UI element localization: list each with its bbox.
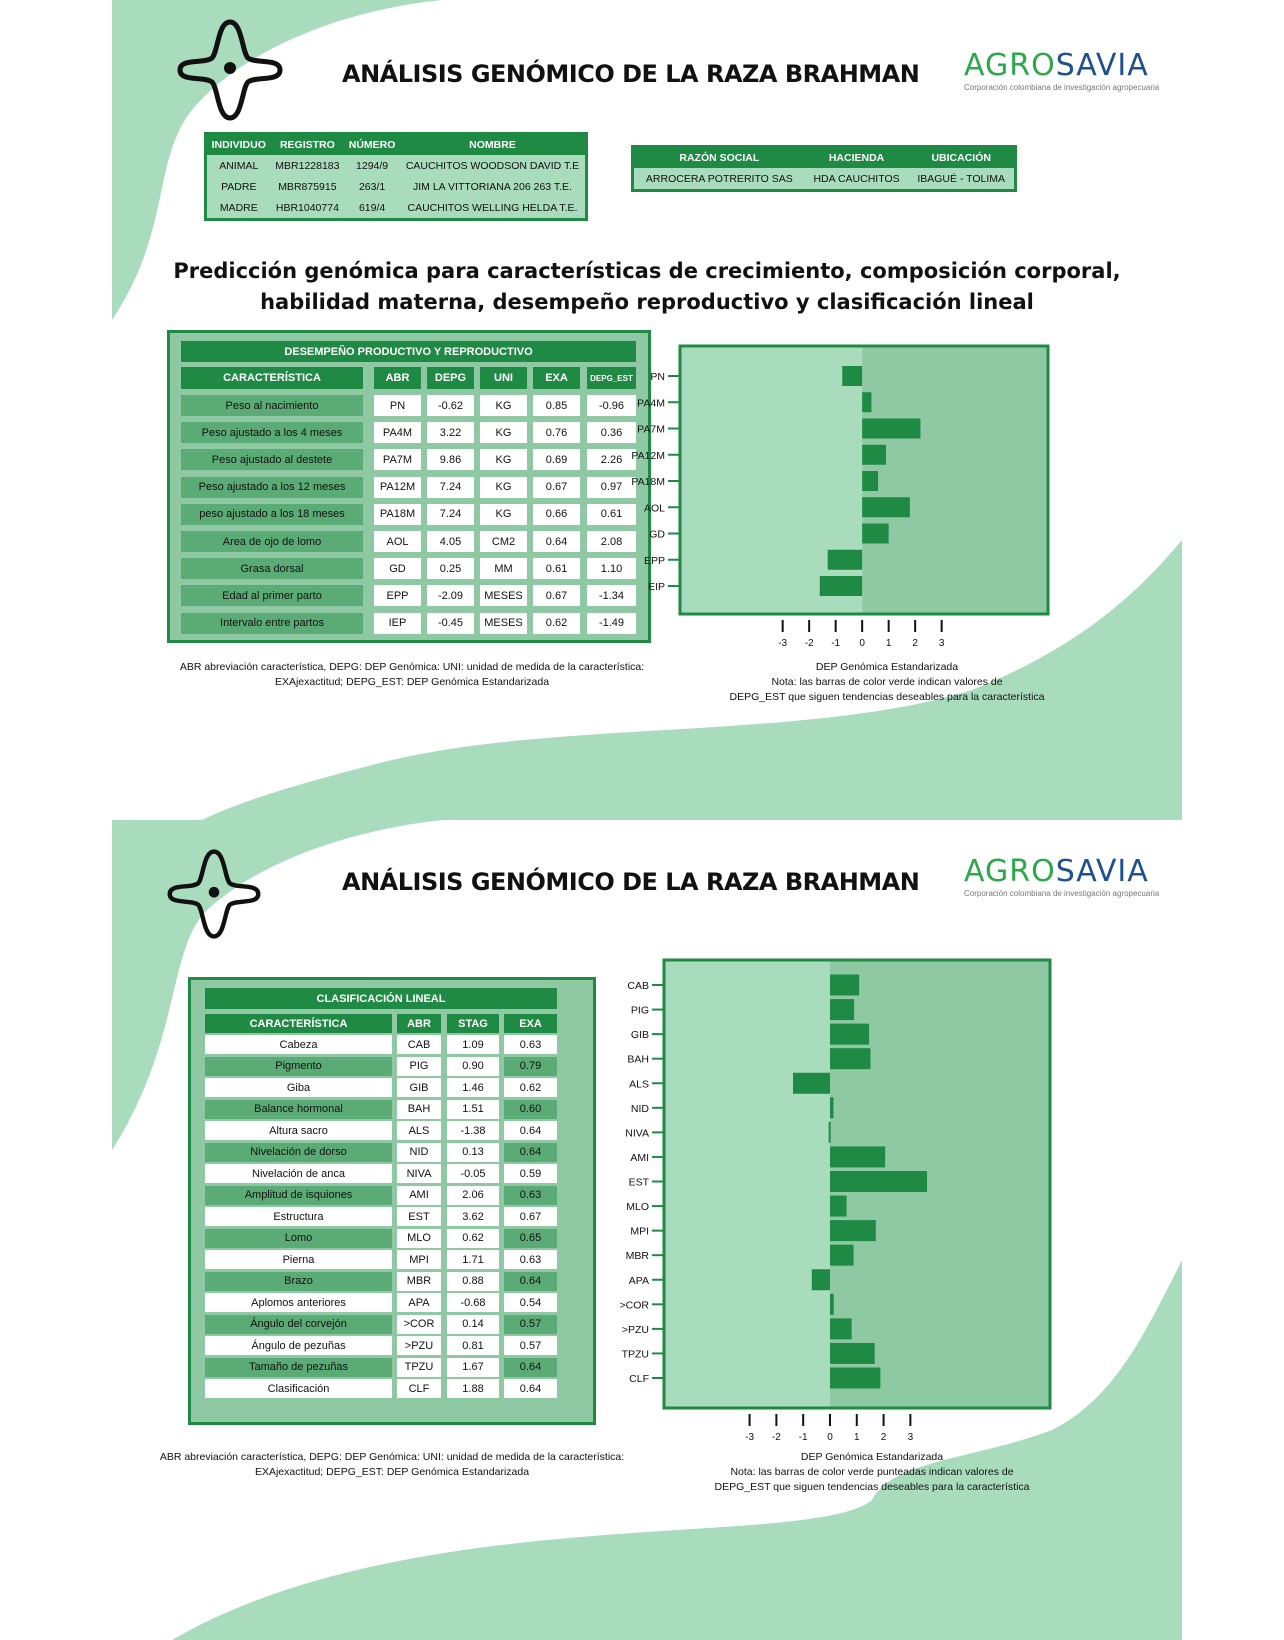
table-cell: IEP (374, 613, 421, 634)
x-tick-label: -1 (798, 1432, 808, 1443)
category-label: PIG (630, 1004, 649, 1017)
chart-note: DEP Genómica Estandarizada Nota: las barras de color verde indican valores de DEPG_EST que siguen tendencias deseables para la característica (729, 661, 1045, 703)
table-cell: 0.54 (504, 1293, 557, 1312)
category-label: PA18M (631, 476, 665, 488)
row-label: Brazo (205, 1272, 392, 1291)
table-cell: 7.24 (427, 477, 474, 498)
col-razon-social: RAZÓN SOCIAL (633, 147, 805, 169)
category-label: MPI (630, 1225, 649, 1238)
data-bar (830, 1368, 880, 1389)
row-label: Peso ajustado a los 4 meses (181, 422, 363, 443)
column-header: EXA (504, 1014, 557, 1033)
table-cell: 0.63 (504, 1250, 557, 1269)
table-cell: TPZU (397, 1358, 441, 1377)
table-cell: MLO (397, 1229, 441, 1248)
agrosavia-logo: AGROSAVIA Corporación colombiana de investigación agropecuaria (964, 854, 1160, 898)
table-row: MADRE HBR1040774 619/4 CAUCHITOS WELLING HELDA T.E. (206, 197, 587, 220)
table-cell: 0.88 (447, 1272, 499, 1291)
table-cell: 1.46 (447, 1078, 499, 1097)
cross-star-icon (166, 848, 262, 940)
data-bar (830, 1245, 854, 1266)
category-label: PA4M (637, 397, 665, 410)
table-cell: 0.25 (427, 558, 474, 579)
row-label: Altura sacro (205, 1121, 392, 1140)
category-label: >PZU (621, 1323, 649, 1336)
data-bar (862, 497, 910, 517)
category-label: NIVA (625, 1127, 649, 1140)
table-cell: MESES (480, 613, 527, 634)
linear-classification-bar-chart (619, 960, 1072, 1443)
data-bar (830, 975, 859, 996)
table-cell: CM2 (480, 531, 527, 552)
table-row: ARROCERA POTRERITO SAS HDA CAUCHITOS IBAGUÉ - TOLIMA (633, 168, 1016, 191)
table-cell: 0.64 (533, 531, 580, 552)
table-cell: PA18M (374, 504, 421, 525)
table-cell: NID (397, 1143, 441, 1162)
row-label: peso ajustado a los 18 meses (181, 504, 363, 525)
data-bar (829, 1122, 831, 1143)
table-cell: 4.05 (427, 531, 474, 552)
x-tick-label: 2 (880, 1432, 887, 1443)
table-cell: KG (480, 477, 527, 498)
chart-note: DEP Genómica Estandarizada Nota: las barras de color verde punteadas indican valores de DEPG_EST que siguen tendencias deseables para la característica (714, 1451, 1030, 1493)
table-cell: -1.38 (447, 1121, 499, 1140)
productive-table-panel (167, 330, 651, 643)
table-cell: NIVA (397, 1164, 441, 1183)
category-label: EIP (648, 581, 665, 593)
x-tick-label: -2 (804, 638, 814, 649)
category-label: MBR (625, 1250, 649, 1263)
x-tick-label: 0 (859, 638, 865, 649)
individuals-table (204, 132, 588, 221)
agrosavia-logo: AGROSAVIA Corporación colombiana de investigación agropecuaria (964, 48, 1160, 92)
data-bar (812, 1269, 830, 1290)
table-cell: -0.62 (427, 395, 474, 416)
x-tick-label: -3 (778, 638, 788, 649)
table-cell: 0.62 (447, 1229, 499, 1248)
table-cell: 0.60 (504, 1100, 557, 1119)
x-tick-label: 3 (907, 1432, 914, 1443)
table-cell: 1.10 (587, 558, 636, 579)
table-cell: -0.96 (587, 395, 636, 416)
col-numero: NÚMERO (344, 134, 400, 156)
table-cell: 1.09 (447, 1035, 499, 1054)
category-label: EPP (643, 554, 665, 567)
row-label: Area de ojo de lomo (181, 531, 363, 552)
category-label: EST (628, 1176, 649, 1189)
category-label: APA (628, 1274, 649, 1287)
table-cell: 0.67 (533, 477, 580, 498)
x-tick-label: 3 (938, 638, 945, 649)
data-bar (830, 1146, 885, 1167)
row-label: Nivelación de dorso (205, 1143, 392, 1162)
category-label: AOL (643, 502, 665, 515)
table-cell: 0.67 (504, 1207, 557, 1226)
logo-tagline: Corporación colombiana de investigación agropecuaria (964, 83, 1160, 92)
table-cell: KG (480, 395, 527, 416)
category-label: >COR (619, 1299, 649, 1312)
x-tick-label: 0 (827, 1432, 833, 1443)
plot-area-left (680, 346, 862, 614)
data-bar (842, 366, 862, 386)
page-title: ANÁLISIS GENÓMICO DE LA RAZA BRAHMAN (342, 868, 920, 896)
table-cell: 0.85 (533, 395, 580, 416)
table-cell: 0.64 (504, 1379, 557, 1398)
table-cell: PA7M (374, 449, 421, 470)
table-cell: 0.76 (533, 422, 580, 443)
table-cell: 0.66 (533, 504, 580, 525)
table-cell: 0.62 (504, 1078, 557, 1097)
table-cell: KG (480, 449, 527, 470)
table-cell: 1.88 (447, 1379, 499, 1398)
table-cell: 0.14 (447, 1315, 499, 1334)
col-ubicacion: UBICACIÓN (908, 147, 1015, 169)
table-cell: MPI (397, 1250, 441, 1269)
column-header: UNI (480, 367, 527, 389)
table-cell: CAB (397, 1035, 441, 1054)
table-cell: AMI (397, 1186, 441, 1205)
table-cell: GD (374, 558, 421, 579)
table-cell: EST (397, 1207, 441, 1226)
col-registro: REGISTRO (271, 134, 345, 156)
table-cell: 3.22 (427, 422, 474, 443)
category-label: GIB (630, 1029, 649, 1042)
table-cell: 0.13 (447, 1143, 499, 1162)
column-header: CARACTERÍSTICA (181, 367, 363, 389)
row-label: Nivelación de anca (205, 1164, 392, 1183)
row-label: Peso al nacimiento (181, 395, 363, 416)
data-bar (862, 419, 920, 439)
column-header: CARACTERÍSTICA (205, 1014, 392, 1033)
table-cell: 3.62 (447, 1207, 499, 1226)
table-cell: MESES (480, 585, 527, 606)
row-label: Ángulo de pezuñas (205, 1336, 392, 1355)
column-header: EXA (533, 367, 580, 389)
table-cell: KG (480, 422, 527, 443)
table-cell: 0.62 (533, 613, 580, 634)
row-label: Intervalo entre partos (181, 613, 363, 634)
table-cell: CLF (397, 1379, 441, 1398)
table-cell: 7.24 (427, 504, 474, 525)
column-header: ABR (374, 367, 421, 389)
table-cell: 0.57 (504, 1315, 557, 1334)
category-label: CAB (627, 980, 649, 992)
category-label: BAH (627, 1053, 649, 1066)
table-cell: 0.81 (447, 1336, 499, 1355)
row-label: Tamaño de pezuñas (205, 1358, 392, 1377)
data-bar (862, 524, 889, 544)
column-header: ABR (397, 1014, 441, 1033)
table-cell: 2.08 (587, 531, 636, 552)
data-bar (830, 1024, 869, 1045)
table-cell: 1.67 (447, 1358, 499, 1377)
table-cell: 0.59 (504, 1164, 557, 1183)
row-label: Peso ajustado a los 12 meses (181, 477, 363, 498)
table-cell: KG (480, 504, 527, 525)
table-cell: -2.09 (427, 585, 474, 606)
column-header: DEPG (427, 367, 474, 389)
table-cell: 0.57 (504, 1336, 557, 1355)
row-label: Ángulo del corvejón (205, 1315, 392, 1334)
table-cell: PN (374, 395, 421, 416)
row-label: Cabeza (205, 1035, 392, 1054)
x-tick-label: -2 (771, 1432, 781, 1443)
x-tick-label: 2 (912, 638, 918, 649)
row-label: Edad al primer parto (181, 585, 363, 606)
category-label: MLO (626, 1201, 649, 1214)
table-row: PADRE MBR875915 263/1 JIM LA VITTORIANA 206 263 T.E. (206, 176, 587, 197)
table-cell: 2.26 (587, 449, 636, 470)
row-label: Clasificación (205, 1379, 392, 1398)
table-cell: 1.51 (447, 1100, 499, 1119)
row-label: Balance hormonal (205, 1100, 392, 1119)
column-header: DEPG_EST (587, 367, 636, 389)
col-nombre: NOMBRE (400, 134, 587, 156)
table-cell: -1.34 (587, 585, 636, 606)
table-cell: EPP (374, 585, 421, 606)
table-row: ANIMAL MBR1228183 1294/9 CAUCHITOS WOODSON DAVID T.E (206, 155, 587, 176)
row-label: Amplitud de isquiones (205, 1186, 392, 1205)
table-cell: ALS (397, 1121, 441, 1140)
data-bar (830, 1318, 852, 1339)
category-label: TPZU (621, 1348, 649, 1361)
table-cell: 1.71 (447, 1250, 499, 1269)
data-bar (830, 1343, 875, 1364)
data-bar (830, 1220, 876, 1241)
table-cell: 0.64 (504, 1358, 557, 1377)
table-cell: -0.68 (447, 1293, 499, 1312)
table-cell: 0.63 (504, 1186, 557, 1205)
data-bar (830, 1196, 847, 1217)
category-label: NID (630, 1102, 649, 1115)
table-cell: 9.86 (427, 449, 474, 470)
table-cell: 0.61 (533, 558, 580, 579)
data-bar (828, 550, 862, 570)
data-bar (830, 1097, 833, 1118)
table-cell: BAH (397, 1100, 441, 1119)
x-tick-label: -1 (831, 638, 841, 649)
table-cell: >COR (397, 1315, 441, 1334)
row-label: Estructura (205, 1207, 392, 1226)
x-tick-label: -3 (745, 1432, 755, 1443)
category-label: PN (650, 371, 665, 383)
depg-est-bar-chart (631, 340, 1082, 655)
plot-area-right (862, 346, 1048, 614)
table-cell: -1.49 (587, 613, 636, 634)
table-cell: PIG (397, 1057, 441, 1076)
data-bar (830, 1294, 834, 1315)
table-cell: 2.06 (447, 1186, 499, 1205)
linear-classification-panel (188, 977, 596, 1425)
table-cell: AOL (374, 531, 421, 552)
category-label: CLF (629, 1373, 649, 1385)
table-cell: 0.64 (504, 1121, 557, 1140)
category-label: GD (649, 528, 665, 541)
logo-tagline: Corporación colombiana de investigación agropecuaria (964, 889, 1160, 898)
table-cell: PA12M (374, 477, 421, 498)
plot-area-left (664, 960, 830, 1408)
x-tick-label: 1 (853, 1432, 860, 1443)
table-legend-note: ABR abreviación característica, DEPG: DEP Genómica: UNI: unidad de medida de la característica: EXAjexactitud; DEPG_EST: DEP Genómica Estandarizada (179, 661, 645, 688)
col-individuo: INDIVIDUO (206, 134, 271, 156)
table-cell: 0.64 (504, 1143, 557, 1162)
table-cell: 0.69 (533, 449, 580, 470)
row-label: Grasa dorsal (181, 558, 363, 579)
data-bar (862, 471, 878, 491)
owner-table (631, 145, 1017, 192)
table-cell: -0.45 (427, 613, 474, 634)
data-bar (793, 1073, 830, 1094)
row-label: Peso ajustado al destete (181, 449, 363, 470)
category-label: PA7M (637, 423, 665, 436)
table-title: DESEMPEÑO PRODUCTIVO Y REPRODUCTIVO (181, 341, 636, 362)
table-cell: 0.90 (447, 1057, 499, 1076)
data-bar (820, 576, 862, 596)
row-label: Pierna (205, 1250, 392, 1269)
table-title: CLASIFICACIÓN LINEAL (205, 988, 557, 1009)
row-label: Pigmento (205, 1057, 392, 1076)
page-title: ANÁLISIS GENÓMICO DE LA RAZA BRAHMAN (342, 60, 920, 88)
data-bar (862, 445, 886, 465)
report-page-2 (112, 820, 1182, 1640)
table-cell: >PZU (397, 1336, 441, 1355)
col-hacienda: HACIENDA (805, 147, 909, 169)
table-cell: MM (480, 558, 527, 579)
data-bar (862, 392, 871, 412)
data-bar (830, 1171, 927, 1192)
category-label: PA12M (631, 449, 665, 462)
table-cell: 0.79 (504, 1057, 557, 1076)
table-legend-note: ABR abreviación característica, DEPG: DEP Genómica: UNI: unidad de medida de la característica: EXAjexactitud; DEPG_EST: DEP Genómica Estandarizada (159, 1451, 625, 1478)
table-cell: 0.65 (504, 1229, 557, 1248)
section-subtitle: Predicción genómica para características de crecimiento, composición corporal, habilidad materna, desempeño reproductivo y clasificación lineal (173, 259, 1121, 314)
category-label: ALS (629, 1078, 649, 1091)
row-label: Aplomos anteriores (205, 1293, 392, 1312)
row-label: Lomo (205, 1229, 392, 1248)
data-bar (830, 1048, 870, 1069)
table-cell: 0.63 (504, 1035, 557, 1054)
table-cell: 0.97 (587, 477, 636, 498)
report-page-1 (112, 0, 1182, 820)
table-cell: 0.36 (587, 422, 636, 443)
row-label: Giba (205, 1078, 392, 1097)
table-cell: 0.67 (533, 585, 580, 606)
table-cell: MBR (397, 1272, 441, 1291)
x-tick-label: 1 (885, 638, 892, 649)
column-header: STAG (447, 1014, 499, 1033)
table-cell: GIB (397, 1078, 441, 1097)
table-cell: 0.64 (504, 1272, 557, 1291)
cross-star-icon (176, 18, 284, 122)
data-bar (830, 999, 854, 1020)
table-cell: 0.61 (587, 504, 636, 525)
table-cell: APA (397, 1293, 441, 1312)
category-label: AMI (630, 1151, 649, 1164)
table-cell: -0.05 (447, 1164, 499, 1183)
table-cell: PA4M (374, 422, 421, 443)
